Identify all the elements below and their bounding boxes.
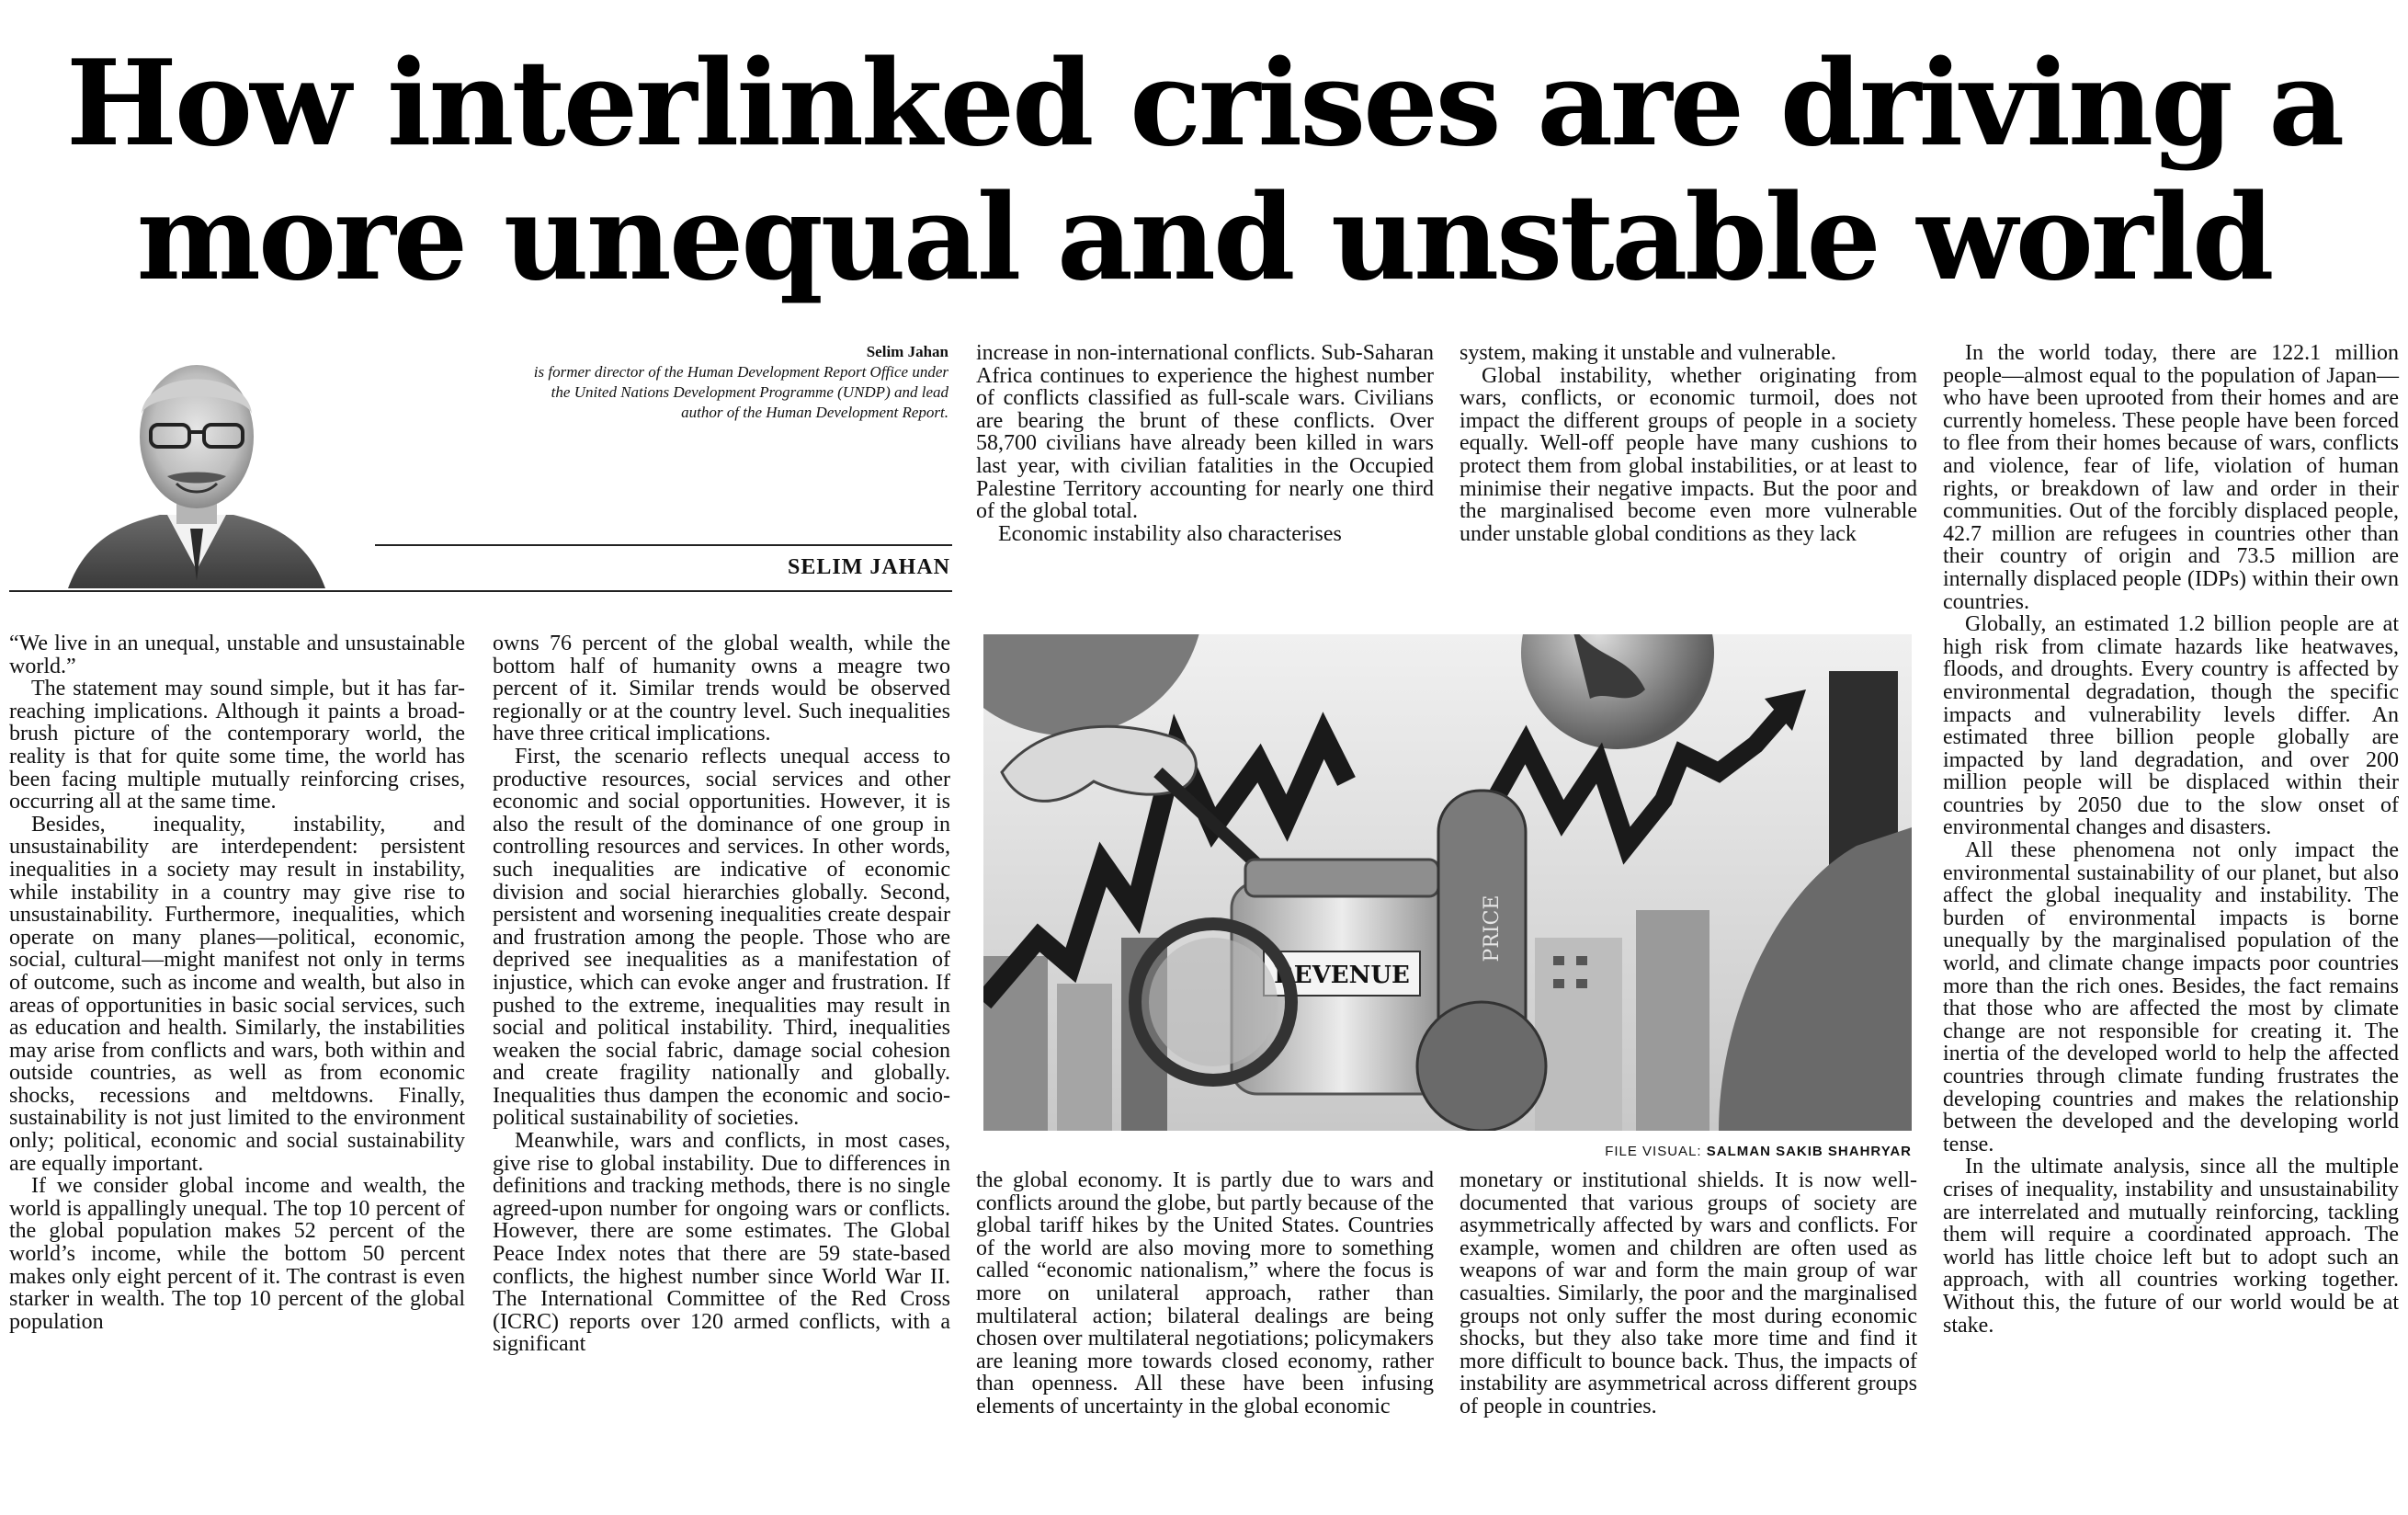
illustration bbox=[983, 634, 1912, 1131]
article-column-4-bottom bbox=[1460, 1169, 1917, 1418]
paragraph: Meanwhile, wars and conflicts, in most cases, give rise to global instability. Due to differences in definitions and tracking methods, there is no single agreed-upon number for ongoing wars or conflicts. However, there are some estimates. The Global Peace Index notes that there are 59 state-based conflicts, the highest number since World War II. The International Committee of the Red Cross (ICRC) reports over 120 armed conflicts, with a significant bbox=[493, 1129, 950, 1357]
author-description: is former director of the Human Development Report Office under the United Nations Development Programme (UNDP) and lead author of the Human Development Report. bbox=[533, 363, 948, 421]
headline-line-2: more unequal and unstable world bbox=[136, 169, 2272, 307]
paragraph: Global instability, whether originating from wars, conflicts, or economic turmoil, does not impact the different groups of people in a society equally. Well-off people have many cushions to protect them from global instabilities, or at least to minimise their negative impacts. But the poor and the marginalised become even more vulnerable under unstable global conditions as they lack bbox=[1460, 363, 1917, 546]
paragraph: the global economy. It is partly due to wars and conflicts around the globe, but partly because of the global tariff hikes by the United States. Countries of the world are also moving more to something called “economic nationalism,” where the focus is more on unilateral approach, rather than multilateral action; bilateral dealings are being chosen over multilateral negotiations; policymakers are leaning more towards closed economy, rather than openness. All these have been infusing elements of uncertainty in the global economic bbox=[976, 1168, 1434, 1418]
paragraph: system, making it unstable and vulnerable. bbox=[1460, 341, 1836, 365]
byline-rule bbox=[375, 544, 952, 546]
paragraph: In the ultimate analysis, since all the multiple crises of inequality, instability and unsustainability are interrelated and mutually reinforcing, tackling them will require a coordinated approach. The world has little choice left but to adopt such an approach, with all countries working together. Without this, the future of our world would be at stake. bbox=[1943, 1155, 2399, 1338]
article-column-3-top bbox=[976, 342, 1434, 545]
paragraph: Globally, an estimated 1.2 billion people are at high risk from climate hazards like heatwaves, floods, and droughts. Every country is affected by environmental degradation, though the specific impacts and vulnerability levels differ. An estimated three billion people globally are impacted by land degradation, and over 200 million people will be displaced within their countries by 2050 due to the slow onset of environmental changes and disasters. bbox=[1943, 612, 2399, 840]
thermometer-label: PRICE bbox=[1481, 894, 1504, 963]
article-column-3-bottom bbox=[976, 1169, 1434, 1418]
credit-prefix: FILE VISUAL: bbox=[1605, 1144, 1702, 1159]
paragraph: In the world today, there are 122.1 million people—almost equal to the population of Japan—who have been uprooted from their homes and are currently homeless. These people have been forced to flee from their homes because of wars, conflicts and violence, fear of life, violation of human rights, or breakdown of law and order in their communities. Out of the forcibly displaced people, 42.7 million are refugees in countries other than their country of origin and 73.5 million are internally displaced people (IDPs) within their own countries. bbox=[1943, 341, 2399, 614]
paragraph: Besides, inequality, instability, and unsustainability are interdependent: persistent inequalities in a society may result in instability, while instability in a country may give rise to unsustainability. Furthermore, inequalities, which operate on many planes—political, economic, social, cultural—might manifest not only in terms of outcome, such as income and wealth, but also in areas of opportunities in basic social services, such as education and health. Similarly, the instabilities may arise from conflicts and wars, both within and outside countries, as well as from economic shocks, recessions and meltdowns. Finally, sustainability is not just limited to the environment only; political, economic and social sustainability are equally important. bbox=[9, 812, 465, 1176]
article-column-5 bbox=[1943, 342, 2399, 1337]
author-photo bbox=[59, 340, 335, 588]
paragraph: Economic instability also characterises bbox=[998, 521, 1342, 546]
paragraph: monetary or institutional shields. It is now well-documented that various groups of society are asymmetrically affected by wars and conflicts. For example, women and children are often used as weapons of war and form the main group of war casualties. Similarly, the poor and the marginalised groups not only suffer the most during economic shocks, but they also take more time and find it more difficult to bounce back. Thus, the impacts of instability are asymmetrical across different groups of people in countries. bbox=[1460, 1168, 1917, 1418]
byline-bottom-rule bbox=[9, 590, 952, 592]
article-column-4-top bbox=[1460, 342, 1917, 545]
author-name-caps: SELIM JAHAN bbox=[787, 555, 950, 579]
credit-name: SALMAN SAKIB SHAHRYAR bbox=[1706, 1144, 1912, 1159]
paragraph: The statement may sound simple, but it has far-reaching implications. Although it paints a broad-brush picture of the contemporary world, the reality is that for quite some time, the world has been facing multiple mutually reinforcing crises, occurring all at the same time. bbox=[9, 677, 465, 814]
paragraph: All these phenomena not only impact the environmental sustainability of our planet, but also affect the global inequality and instability. The burden of environmental impacts is borne unequally by the marginalised population of the world, and climate change impacts poor countries more than the rich ones. Besides, the fact remains that those who are affected the most by climate change are not responsible for creating it. The inertia of the developed world to help the affected countries through climate funding frustrates the developing countries and makes the relationship between the developed and the developing world tense. bbox=[1943, 838, 2399, 1156]
headline bbox=[0, 37, 2408, 305]
jar-label: REVENUE bbox=[1274, 962, 1410, 989]
headline-line-1: How interlinked crises are driving a bbox=[65, 35, 2343, 173]
article-column-1 bbox=[9, 632, 465, 1333]
article-column-2 bbox=[493, 632, 950, 1356]
byline bbox=[515, 342, 948, 423]
illustration-credit bbox=[1544, 1144, 1912, 1159]
paragraph: First, the scenario reflects unequal access to productive resources, social services and other economic and social opportunities. However, it is also the result of the dominance of one group in controlling resources and services. In other words, such inequalities are indicative of economic division and social hierarchies globally. Second, persistent and worsening inequalities create despair and frustration among the people. Those who are deprived see inequalities as a manifestation of injustice, which can evoke anger and frustration. If pushed to the extreme, inequalities may result in social and political instability. Third, inequalities weaken the social fabric, damage social cohesion and create fragility nationally and globally. Inequalities thus dampen the economic and socio-political sustainability of societies. bbox=[493, 744, 950, 1131]
paragraph: owns 76 percent of the global wealth, while the bottom half of humanity owns a meagre two percent of it. Similar trends would be observed regionally or at the country level. Such inequalities have three critical implications. bbox=[493, 632, 950, 746]
paragraph: increase in non-international conflicts. Sub-Saharan Africa continues to experience the highest number of conflicts classified as full-scale wars. Civilians are bearing the brunt of these conflicts. Over 58,700 civilians have already been killed in wars last year, with civilian fatalities in the Occupied Palestine Territory accounting for nearly one third of the global total. bbox=[976, 341, 1434, 524]
author-name: Selim Jahan bbox=[866, 343, 948, 360]
paragraph: “We live in an unequal, unstable and unsustainable world.” bbox=[9, 632, 465, 678]
paragraph: If we consider global income and wealth, the world is appallingly unequal. The top 10 percent of the global population makes 52 percent of the world’s income, while the bottom 50 percent makes only eight percent of it. The contrast is even starker in wealth. The top 10 percent of the global population bbox=[9, 1174, 465, 1334]
